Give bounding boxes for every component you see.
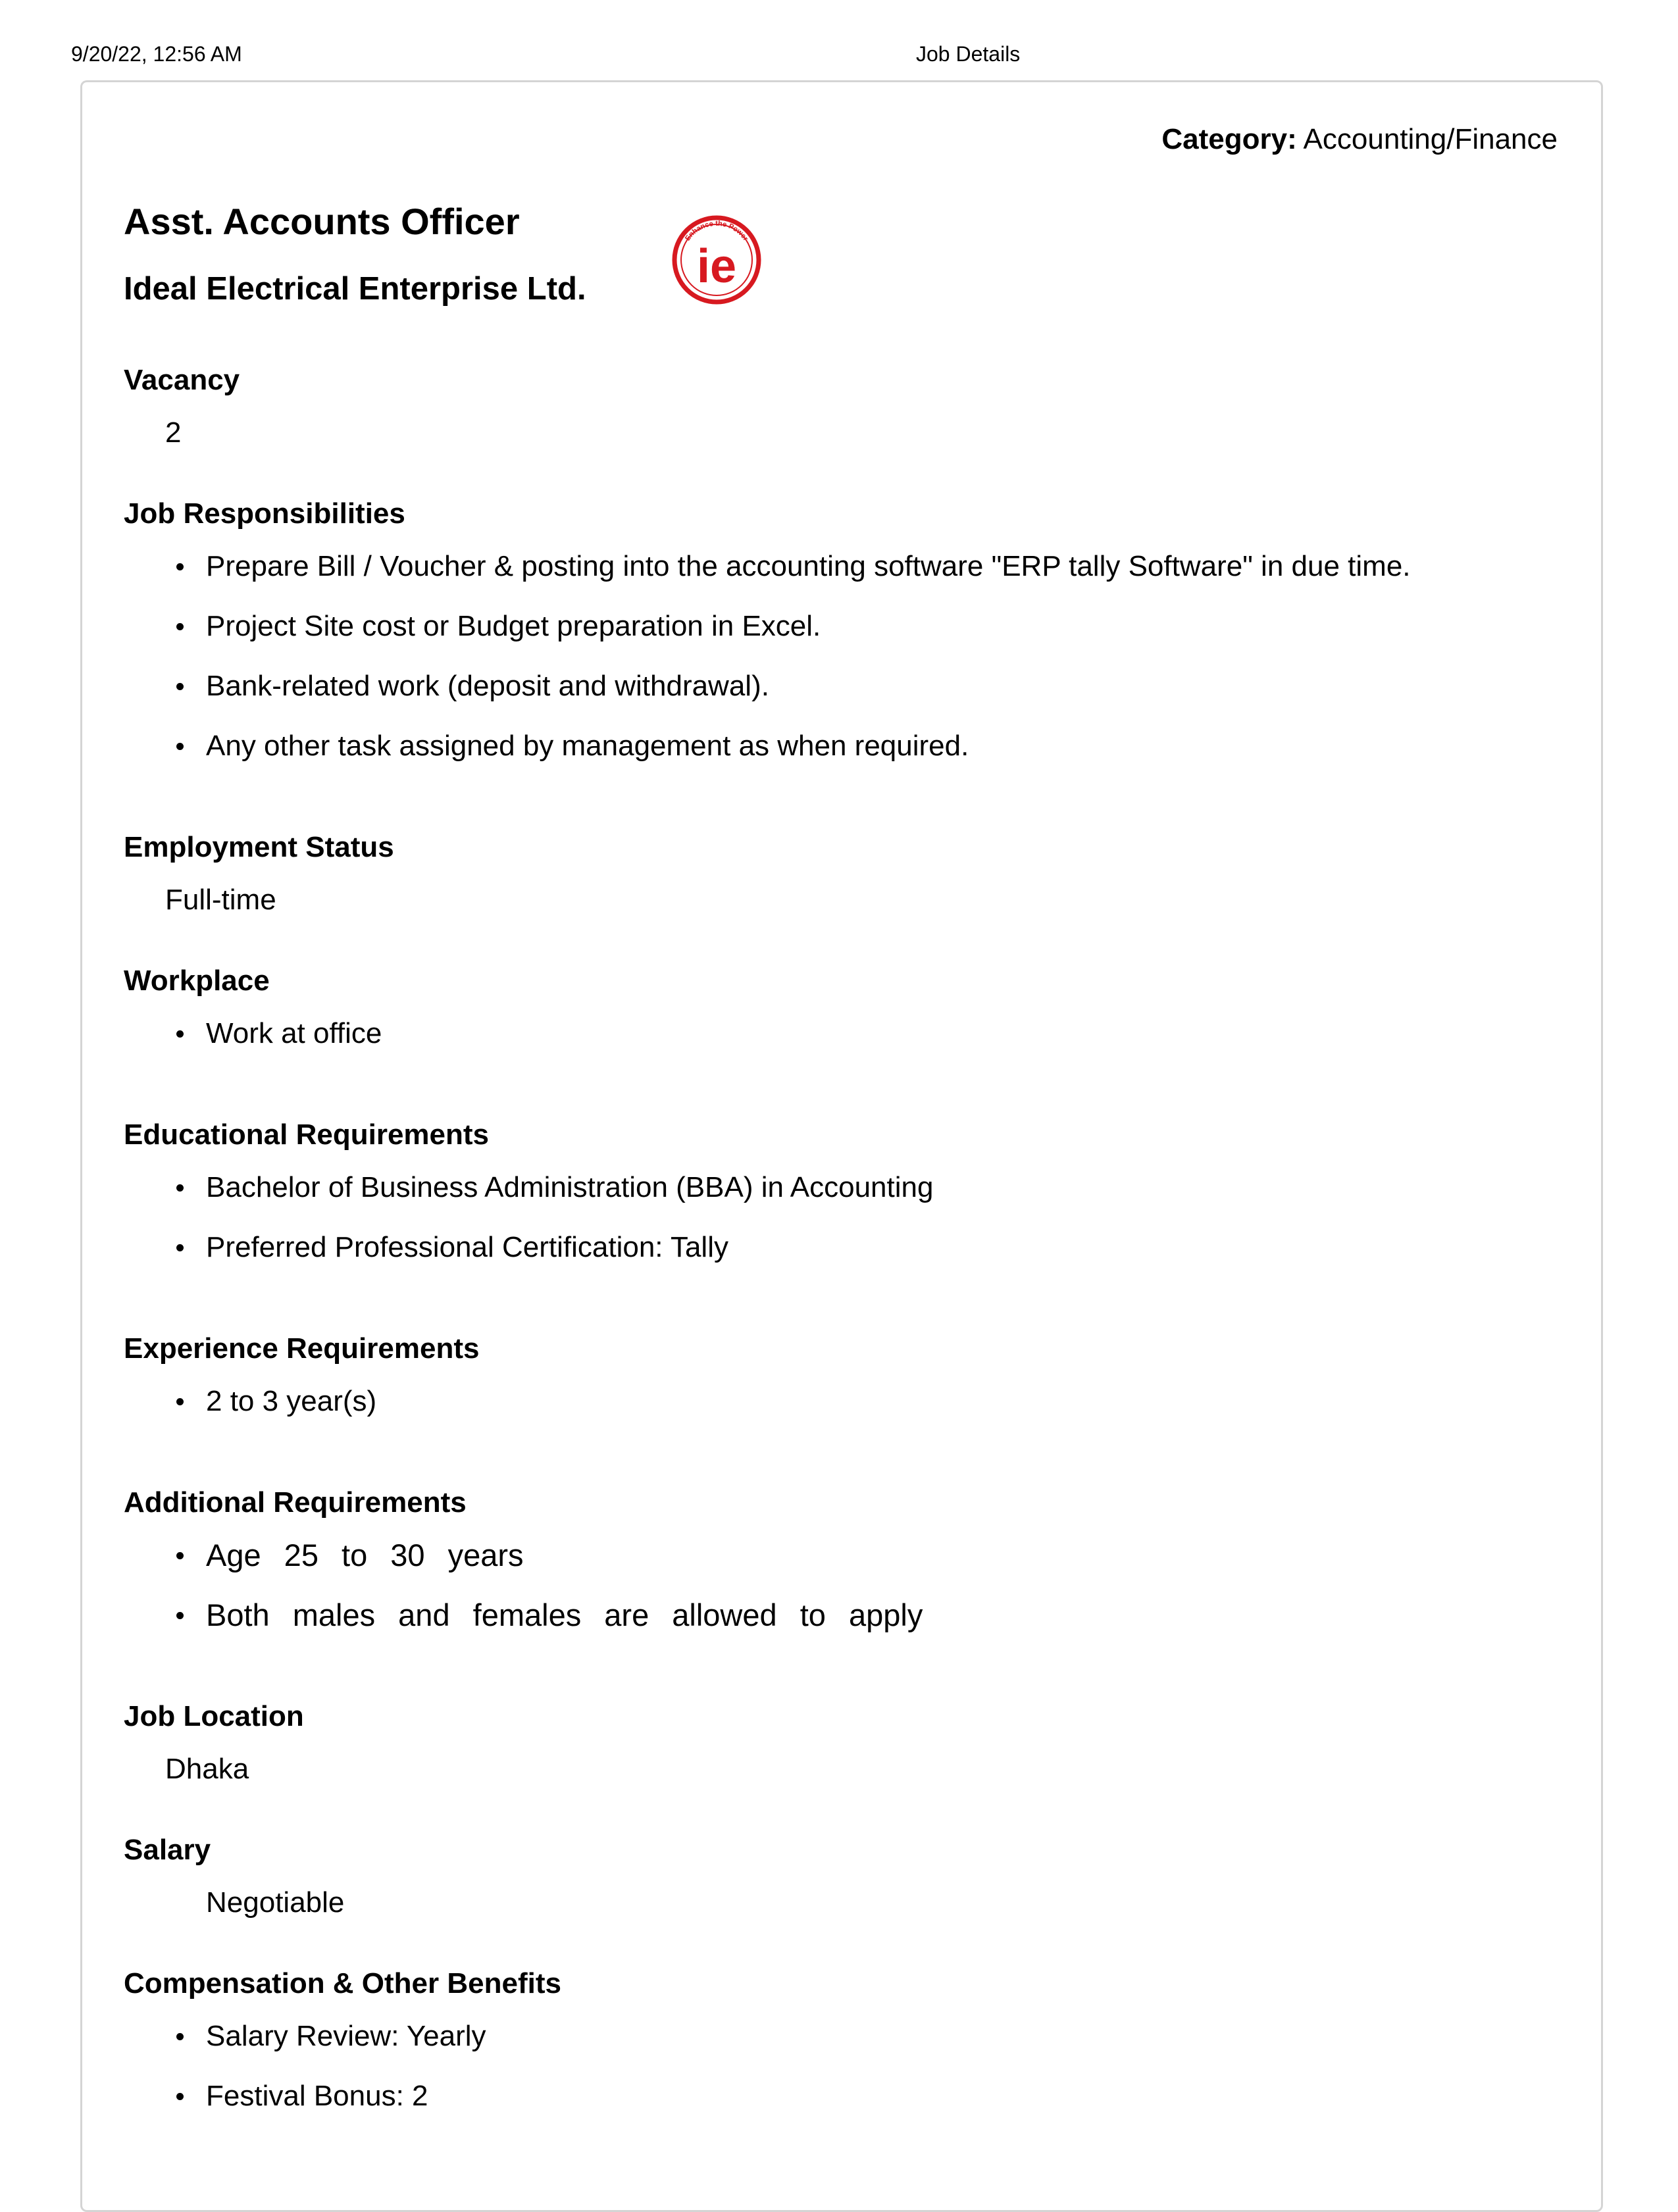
list-item: Preferred Professional Certification: Tally	[176, 1230, 1558, 1265]
list-item: Bachelor of Business Administration (BBA) in Accounting	[176, 1170, 1558, 1205]
company-logo	[668, 210, 765, 307]
experience-section	[124, 1331, 1558, 1419]
category-label: Category:	[1161, 123, 1297, 155]
print-header	[0, 41, 1678, 67]
experience-list	[124, 1384, 1558, 1419]
education-list	[124, 1170, 1558, 1265]
section-heading: Employment Status	[124, 831, 394, 863]
section-heading: Job Responsibilities	[124, 497, 405, 530]
employment-status-value: Full-time	[165, 884, 276, 916]
job-content	[124, 363, 1558, 2114]
job-location-section	[124, 1699, 1558, 1787]
vacancy-section	[124, 363, 1558, 451]
list-item: Both males and females are allowed to apply	[176, 1597, 1558, 1633]
education-section	[124, 1117, 1558, 1265]
job-title: Asst. Accounts Officer	[124, 201, 520, 242]
list-item: 2 to 3 year(s)	[176, 1384, 1558, 1419]
category-value: Accounting/Finance	[1303, 123, 1558, 155]
job-details-card	[80, 80, 1603, 2212]
responsibilities-list	[124, 549, 1558, 764]
print-date-time: 9/20/22, 12:56 AM	[71, 42, 242, 66]
employment-status-section	[124, 830, 1558, 918]
responsibilities-section	[124, 496, 1558, 764]
benefits-section	[124, 1966, 1558, 2114]
logo-tagline: Enhance the Power	[684, 219, 750, 243]
benefits-list	[124, 2019, 1558, 2114]
job-location-value: Dhaka	[165, 1753, 249, 1785]
section-heading: Job Location	[124, 1700, 304, 1732]
list-item: Project Site cost or Budget preparation in Excel.	[176, 609, 1558, 644]
list-item: Age 25 to 30 years	[176, 1538, 1558, 1573]
section-heading: Educational Requirements	[124, 1119, 490, 1151]
list-item: Prepare Bill / Voucher & posting into the accounting software "ERP tally Software" in due time.	[176, 549, 1558, 584]
job-category	[1161, 122, 1558, 157]
additional-requirements-list	[124, 1538, 1558, 1633]
section-heading: Workplace	[124, 965, 270, 997]
workplace-list	[124, 1016, 1558, 1051]
list-item: Work at office	[176, 1016, 1558, 1051]
section-heading: Vacancy	[124, 364, 240, 396]
workplace-section	[124, 963, 1558, 1051]
list-item: Bank-related work (deposit and withdrawal).	[176, 668, 1558, 704]
section-heading: Compensation & Other Benefits	[124, 1967, 561, 1999]
company-name: Ideal Electrical Enterprise Ltd.	[124, 271, 586, 307]
section-heading: Salary	[124, 1834, 211, 1866]
salary-section	[124, 1832, 1558, 1921]
print-page-title: Job Details	[916, 42, 1021, 66]
vacancy-value: 2	[165, 416, 182, 449]
section-heading: Experience Requirements	[124, 1332, 480, 1365]
additional-requirements-section	[124, 1485, 1558, 1633]
section-heading: Additional Requirements	[124, 1486, 467, 1519]
list-item: Festival Bonus: 2	[176, 2078, 1558, 2114]
salary-value: Negotiable	[206, 1886, 345, 1919]
list-item: Salary Review: Yearly	[176, 2019, 1558, 2054]
logo-letters: ie	[696, 240, 737, 293]
list-item: Any other task assigned by management as when required.	[176, 728, 1558, 764]
